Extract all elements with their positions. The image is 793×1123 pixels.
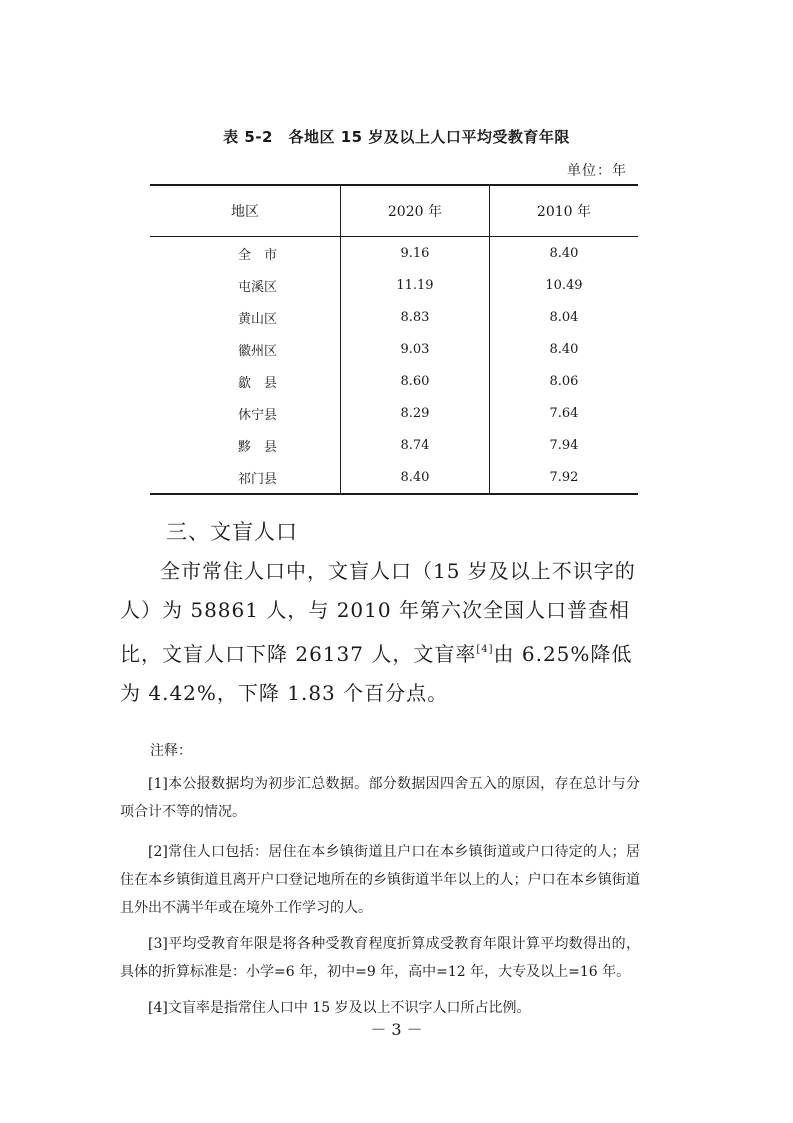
header-region: 地区 (150, 185, 340, 237)
value-2010-cell: 8.40 (489, 333, 638, 365)
table-row (150, 301, 638, 333)
region-cell: 黟 县 (238, 439, 278, 455)
note-item-1: [1]本公报数据均为初步汇总数据。部分数据因四舍五入的原因，存在总计与分项合计不等的情况。 (120, 776, 640, 820)
table-row (150, 461, 638, 494)
value-2020-cell: 8.29 (340, 397, 489, 429)
header-2010: 2010 年 (489, 185, 638, 237)
value-2010-cell: 7.64 (489, 397, 638, 429)
value-2020-cell: 9.16 (340, 237, 489, 270)
page-number: － 3 － (370, 1020, 423, 1039)
value-2020-cell: 11.19 (340, 269, 489, 301)
unit-label: 单位：年 (567, 163, 627, 179)
region-cell: 祁门县 (150, 461, 340, 494)
table-row (150, 269, 638, 301)
value-2010-cell: 7.92 (489, 461, 638, 494)
region-cell: 黄山区 (238, 311, 278, 327)
table-row (150, 365, 638, 397)
value-2010-cell: 8.06 (489, 365, 638, 397)
paragraph-text-part1: 全市常住人口中，文盲人口（15 岁及以上不识字的人）为 58861 人，与 2010 年第六次全国人口普查相比，文盲人口下降 26137 人，文盲率 (120, 559, 636, 666)
value-2020-cell: 9.03 (340, 333, 489, 365)
table-row (150, 333, 638, 365)
note-item-3: [3]平均受教育年限是将各种受教育程度折算成受教育年限计算平均数得出的，具体的折算标准是：小学=6 年，初中=9 年，高中=12 年，大专及以上=16 年。 (120, 936, 640, 980)
region-cell: 屯溪区 (238, 279, 278, 295)
value-2020-cell: 8.60 (340, 365, 489, 397)
value-2010-cell: 10.49 (489, 269, 638, 301)
notes-heading: 注释： (150, 743, 192, 759)
table-header-row (150, 185, 638, 237)
body-paragraph (120, 552, 640, 713)
table-title: 表 5-2 各地区 15 岁及以上人口平均受教育年限 (223, 128, 570, 146)
value-2020-cell: 8.74 (340, 429, 489, 461)
note-item-2: [2]常住人口包括：居住在本乡镇街道且户口在本乡镇街道或户口待定的人；居住在本乡镇街道且离开户口登记地所在的乡镇街道半年以上的人；户口在本乡镇街道且外出不满半年或在境外工作学习的人。 (120, 844, 640, 916)
section-heading: 三、文盲人口 (166, 520, 298, 544)
region-cell: 全 市 (238, 247, 278, 263)
footnote-reference: [4] (476, 644, 494, 655)
region-cell: 歙 县 (238, 375, 278, 391)
table-row (150, 237, 638, 270)
paragraph-text-part2: 由 6.25%降低为 4.42%，下降 1.83 个百分点。 (120, 642, 633, 705)
value-2010-cell: 7.94 (489, 429, 638, 461)
education-years-table (150, 184, 638, 495)
note-item-4: [4]文盲率是指常住人口中 15 岁及以上不识字人口所占比例。 (148, 1000, 531, 1016)
value-2020-cell: 8.40 (340, 461, 489, 494)
region-cell: 徽州区 (238, 343, 278, 359)
value-2010-cell: 8.04 (489, 301, 638, 333)
table-row (150, 429, 638, 461)
table-row (150, 397, 638, 429)
header-2020: 2020 年 (340, 185, 489, 237)
value-2020-cell: 8.83 (340, 301, 489, 333)
value-2010-cell: 8.40 (489, 237, 638, 270)
region-cell: 休宁县 (238, 407, 278, 423)
